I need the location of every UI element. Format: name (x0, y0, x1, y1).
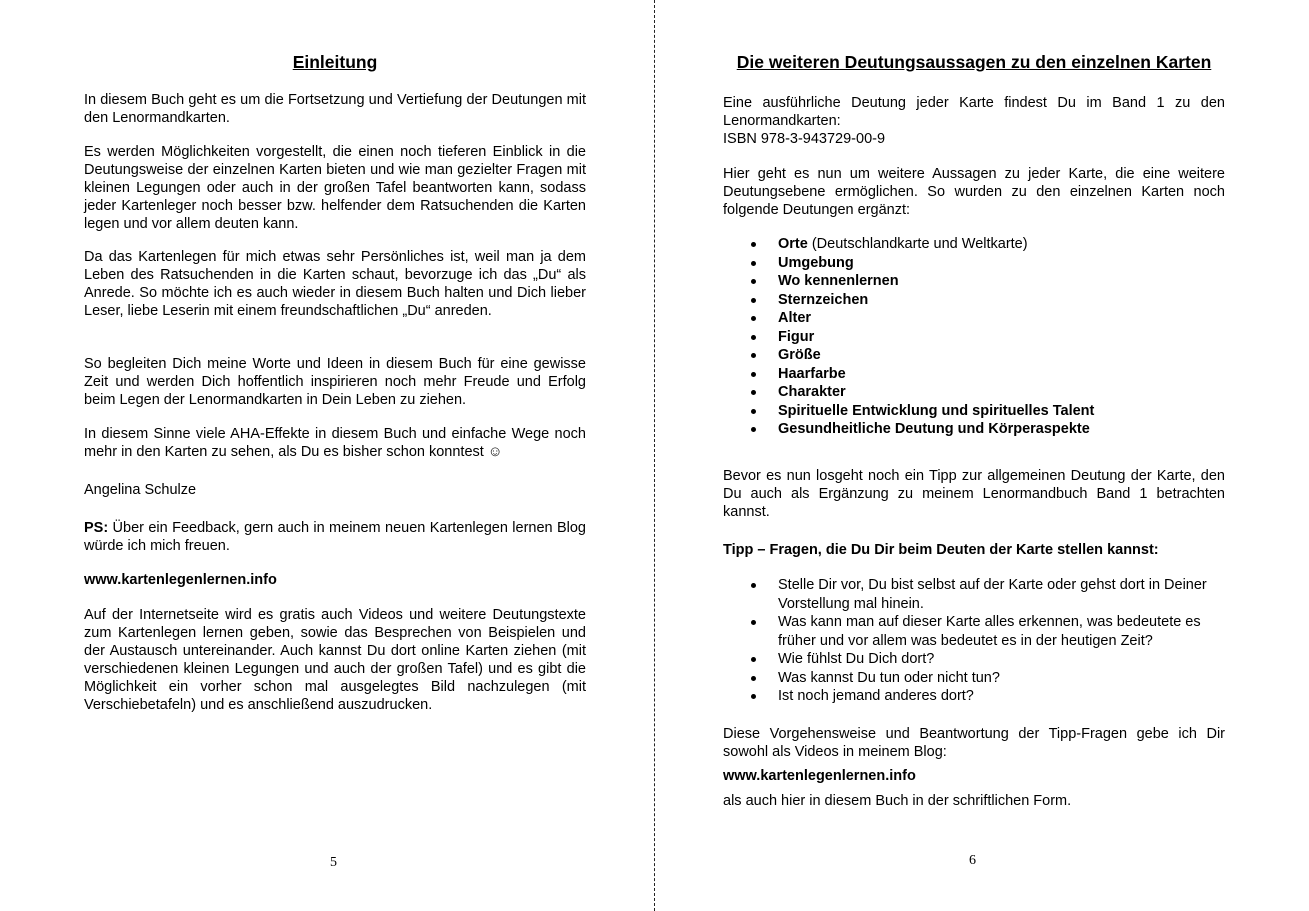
bullet-icon (751, 353, 756, 358)
list-item: Haarfarbe (723, 365, 1225, 384)
list-item: Wie fühlst Du Dich dort? (723, 650, 1225, 669)
page-number: 6 (969, 853, 976, 868)
page-divider (654, 0, 655, 911)
possibilities-paragraph: Es werden Möglichkeiten vorgestellt, die einen noch tieferen Einblick in die Deutungsweise der einzelnen Karten bieten und wie man gezielter Fragen mit kleinen Legungen oder auch in der großen Tafel beantworten kann, sodass jeder Kartenleger noch besser bzw. helfender dem Ratsuchenden die Karten legen und vor allem deuten kann. (84, 144, 586, 232)
levels-paragraph: Hier geht es nun um weitere Aussagen zu jeder Karte, die eine weitere Deutungsebene ermöglichen. So wurden zu den einzelnen Karten noch folgende Deutungen ergänzt: (723, 166, 1225, 218)
page-number: 5 (330, 855, 337, 870)
bullet-icon (751, 409, 756, 414)
list-item: Umgebung (723, 254, 1225, 273)
list-item: Orte (Deutschlandkarte und Weltkarte) (723, 235, 1225, 254)
ps-paragraph (84, 519, 586, 555)
website-link[interactable]: www.kartenlegenlernen.info (84, 572, 277, 588)
question-list (723, 576, 1225, 706)
bullet-icon (751, 657, 756, 662)
tip-intro-paragraph: Bevor es nun losgeht noch ein Tipp zur allgemeinen Deutung der Karte, den Du auch als Ergänzung zu meinem Lenormandbuch Band 1 betrachten kannst. (723, 468, 1225, 520)
list-item: Gesundheitliche Deutung und Körperaspekte (723, 420, 1225, 439)
list-item: Figur (723, 328, 1225, 347)
list-item: Wo kennenlernen (723, 272, 1225, 291)
ps-text: Über ein Feedback, gern auch in meinem neuen Kartenlegen lernen Blog würde ich mich freuen. (84, 520, 586, 554)
list-item: Charakter (723, 383, 1225, 402)
list-item: Ist noch jemand anderes dort? (723, 687, 1225, 706)
page-heading: Einleitung (292, 52, 378, 72)
du-address-paragraph: Da das Kartenlegen für mich etwas sehr Persönliches ist, weil man ja dem Leben des Ratsuchenden in die Karten schaut, bevorzuge ich das „Du“ als Anrede. So möchte ich es auch wieder in diesem Buch halten und Dich lieber Leser, liebe Leserin mit einem freundschaftlichen „Du“ anreden. (84, 249, 586, 319)
bullet-icon (751, 676, 756, 681)
bullet-icon (751, 261, 756, 266)
accompany-paragraph: So begleiten Dich meine Worte und Ideen in diesem Buch für eine gewisse Zeit und werden Dich hoffentlich inspirieren noch mehr Freude und Erfolg beim Legen der Lenormandkarten in Dein Leben zu ziehen. (84, 356, 586, 408)
list-item: Stelle Dir vor, Du bist selbst auf der Karte oder gehst dort in Deiner Vorstellung mal hinein. (723, 576, 1225, 613)
ps-label: PS: (84, 520, 109, 536)
closing-paragraph: Diese Vorgehensweise und Beantwortung der Tipp-Fragen gebe ich Dir sowohl als Videos in meinem Blog: (723, 726, 1225, 760)
list-item: Was kann man auf dieser Karte alles erkennen, was bedeutete es früher und vor allem was bedeutet es in der heutigen Zeit? (723, 613, 1225, 650)
intro-paragraph: In diesem Buch geht es um die Fortsetzung und Vertiefung der Deutungen mit den Lenormandkarten. (84, 92, 586, 126)
left-page (0, 0, 654, 911)
bullet-icon (751, 694, 756, 699)
isbn-line: ISBN 978-3-943729-00-9 (723, 131, 886, 147)
tip-heading: Tipp – Fragen, die Du Dir beim Deuten der Karte stellen kannst: (723, 542, 1159, 558)
intro-paragraph: Eine ausführliche Deutung jeder Karte findest Du im Band 1 zu den Lenormandkarten: (723, 95, 1225, 129)
page-heading: Die weiteren Deutungsaussagen zu den einzelnen Karten (736, 52, 1212, 72)
bullet-icon (751, 427, 756, 432)
list-item: Sternzeichen (723, 291, 1225, 310)
list-item: Spirituelle Entwicklung und spirituelles Talent (723, 402, 1225, 421)
bullet-icon (751, 316, 756, 321)
right-page (656, 0, 1309, 911)
bullet-icon (751, 620, 756, 625)
website-link[interactable]: www.kartenlegenlernen.info (723, 768, 916, 784)
website-paragraph: Auf der Internetseite wird es gratis auch Videos und weitere Deutungstexte zum Kartenlegen lernen geben, sowie das Besprechen von Beispielen und der Austausch untereinander. Auch kannst Du dort online Karten ziehen (mit verschiedenen kleinen Legungen und auch der großen Tafel) und es gibt die Möglichkeit ein vorher schon mal ausgelegtes Bild nachzulegen (mit Verschiebetafeln) und es anschließend auszudrucken. (84, 607, 586, 713)
bullet-icon (751, 335, 756, 340)
bullet-icon (751, 583, 756, 588)
list-item: Alter (723, 309, 1225, 328)
aha-paragraph: In diesem Sinne viele AHA-Effekte in diesem Buch und einfache Wege noch mehr in den Karten zu sehen, als Du es bisher schon konntest ☺ (84, 426, 586, 460)
closing-line: als auch hier in diesem Buch in der schriftlichen Form. (723, 793, 1072, 809)
bullet-icon (751, 372, 756, 377)
bullet-icon (751, 298, 756, 303)
bullet-icon (751, 390, 756, 395)
list-item: Was kannst Du tun oder nicht tun? (723, 669, 1225, 688)
topic-list (723, 235, 1225, 439)
bullet-icon (751, 279, 756, 284)
bullet-icon (751, 242, 756, 247)
list-item: Größe (723, 346, 1225, 365)
author-name: Angelina Schulze (84, 482, 197, 498)
